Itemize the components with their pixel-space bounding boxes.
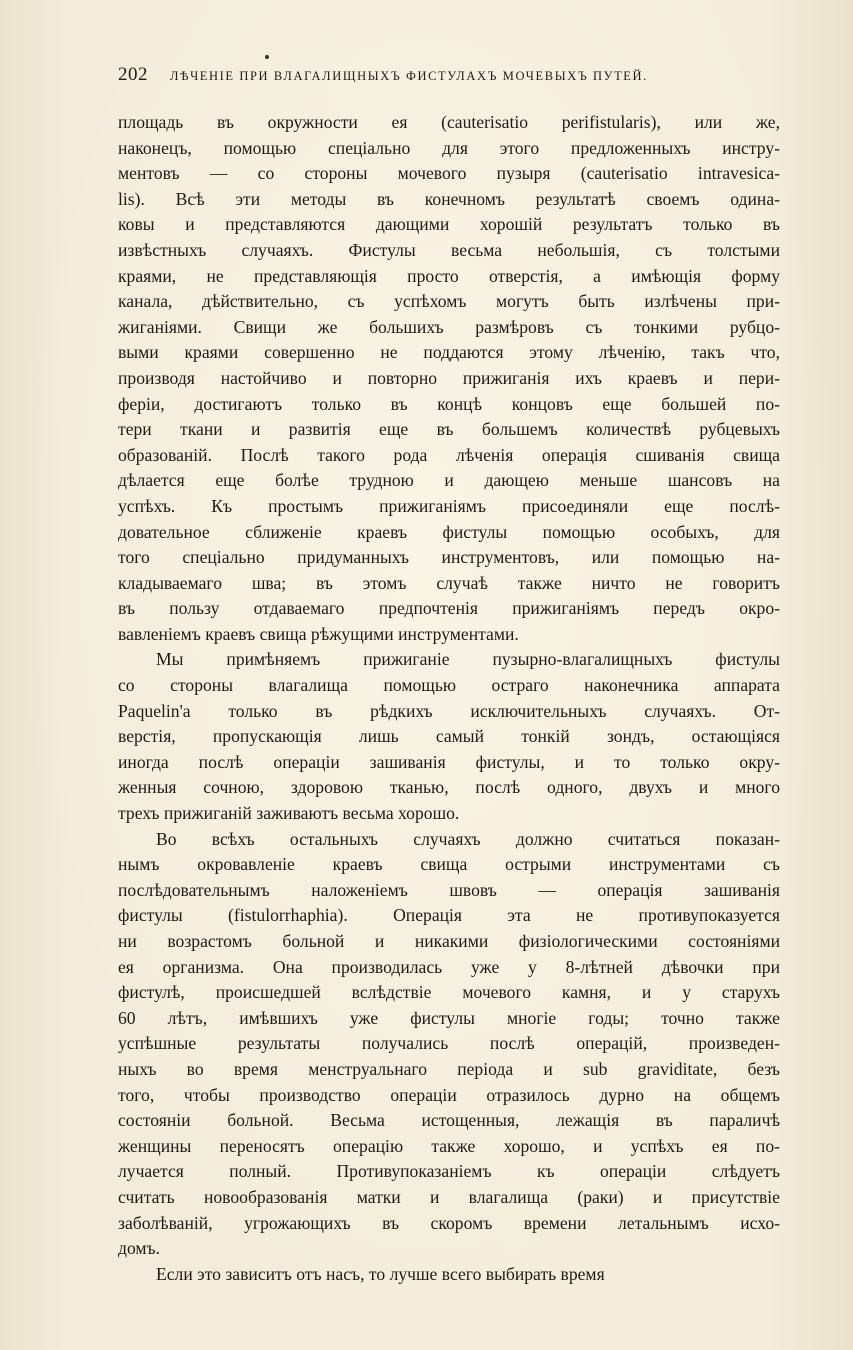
paragraph — [118, 1262, 780, 1288]
text-line: фистулы (fistulorrhaphia). Операція эта не противупоказуется — [118, 905, 780, 926]
text-line: жиганіями. Свищи же большихъ размѣровъ съ тонкими рубцо- — [118, 316, 780, 337]
text-line: выми краями совершенно не поддаются этому лѣченію, такъ что, — [118, 342, 780, 363]
paragraph — [118, 827, 780, 1262]
text-line: образованій. Послѣ такого рода лѣченія операція сшиванія свища — [118, 444, 780, 465]
ink-speck — [265, 55, 269, 59]
text-line: послѣдовательнымъ наложеніемъ швовъ — операція зашиванія — [118, 879, 780, 900]
text-line: краями, не представляющія просто отверстія, а имѣющія форму — [118, 265, 780, 286]
running-head: ЛѢЧЕНІЕ ПРИ ВЛАГАЛИЩНЫХЪ ФИСТУЛАХЪ МОЧЕВЫХЪ ПУТЕЙ. — [170, 69, 648, 83]
text-line: успѣхъ. Къ простымъ прижиганіямъ присоединяли еще послѣ- — [118, 495, 780, 516]
text-line: довательное сближеніе краевъ фистулы помощью особыхъ, для — [118, 521, 780, 542]
text-line: Мы примѣняемъ прижиганіе пузырно-влагалищныхъ фистулы — [156, 649, 780, 670]
text-line: кладываемаго шва; въ этомъ случаѣ также ничто не говоритъ — [118, 572, 780, 593]
text-line: верстія, пропускающія лишь самый тонкій зондъ, остающіяся — [118, 726, 780, 747]
text-line: фистулѣ, происшедшей вслѣдствіе мочевого камня, и у старухъ — [118, 982, 780, 1003]
text-line: женщины переносятъ операцію также хорошо, и успѣхъ ея по- — [118, 1135, 780, 1156]
text-line: иногда послѣ операціи зашиванія фистулы, и то только окру- — [118, 751, 780, 772]
paragraph — [118, 647, 780, 826]
text-line: лучается полный. Противупоказаніемъ къ операціи слѣдуетъ — [118, 1161, 780, 1182]
text-line: того спеціально придуманныхъ инструментовъ, или помощью на- — [118, 547, 780, 568]
text-line: женныя сочною, здоровою тканью, послѣ одного, двухъ и много — [118, 777, 780, 798]
text-line: ея организма. Она производилась уже у 8-лѣтней дѣвочки при — [118, 956, 780, 977]
text-line: въ пользу отдаваемаго предпочтенія прижиганіямъ передъ окро- — [118, 598, 780, 619]
text-line: ни возрастомъ больной и никакими физіологическими состояніями — [118, 931, 780, 951]
text-line: тери ткани и развитія еще въ большемъ количествѣ рубцевыхъ — [118, 419, 780, 440]
text-line: производя настойчиво и повторно прижиганія ихъ краевъ и пери- — [118, 367, 780, 388]
text-line: lis). Всѣ эти методы въ конечномъ результатѣ своемъ одина- — [118, 188, 780, 209]
body-text — [118, 110, 780, 1287]
text-line: того, чтобы производство операціи отразилось дурно на общемъ — [118, 1084, 780, 1105]
text-line: феріи, достигаютъ только въ концѣ концовъ еще большей по- — [118, 393, 780, 414]
text-line: трехъ прижиганій заживаютъ весьма хорошо. — [118, 803, 460, 824]
page-header — [118, 64, 780, 90]
text-line: извѣстныхъ случаяхъ. Фистулы весьма небольшія, съ толстыми — [118, 239, 780, 260]
text-line: Paquelin'а только въ рѣдкихъ исключительныхъ случаяхъ. От- — [118, 700, 780, 721]
text-line: успѣшные результаты получались послѣ операцій, произведен- — [118, 1033, 780, 1054]
text-line: со стороны влагалища помощью остраго наконечника аппарата — [118, 675, 780, 696]
page-number: 202 — [118, 64, 148, 85]
text-line: вавленіемъ краевъ свища рѣжущими инструментами. — [118, 623, 519, 644]
text-line: Во всѣхъ остальныхъ случаяхъ должно считаться показан- — [156, 828, 780, 849]
text-line: наконецъ, помощью спеціально для этого предложенныхъ инстру- — [118, 137, 780, 158]
paragraph — [118, 110, 780, 647]
text-line: нымъ окровавленіе краевъ свища острыми инструментами съ — [118, 854, 780, 875]
text-line: ментовъ — со стороны мочевого пузыря (cauterisatio intravesica- — [118, 163, 780, 184]
text-line: домъ. — [118, 1238, 161, 1259]
text-line: ковы и представляются дающими хорошій результатъ только въ — [118, 214, 780, 235]
text-line: состояніи больной. Весьма истощенныя, лежащія въ параличѣ — [118, 1110, 780, 1131]
text-line: площадь въ окружности ея (cauterisatio perifistularis), или же, — [118, 112, 780, 132]
text-line: заболѣваній, угрожающихъ въ скоромъ времени летальнымъ исхо- — [118, 1212, 780, 1233]
text-line: Если это зависитъ отъ насъ, то лучше всего выбирать время — [156, 1263, 605, 1284]
text-line: канала, дѣйствительно, съ успѣхомъ могутъ быть излѣчены при- — [118, 291, 780, 312]
text-line: ныхъ во время менструальнаго періода и sub graviditate, безъ — [118, 1058, 780, 1079]
text-line: считать новообразованія матки и влагалища (раки) и присутствіе — [118, 1186, 780, 1207]
text-line: дѣлается еще болѣе трудною и дающею меньше шансовъ на — [118, 470, 780, 491]
text-line: 60 лѣтъ, имѣвшихъ уже фистулы многіе годы; точно также — [118, 1007, 780, 1028]
